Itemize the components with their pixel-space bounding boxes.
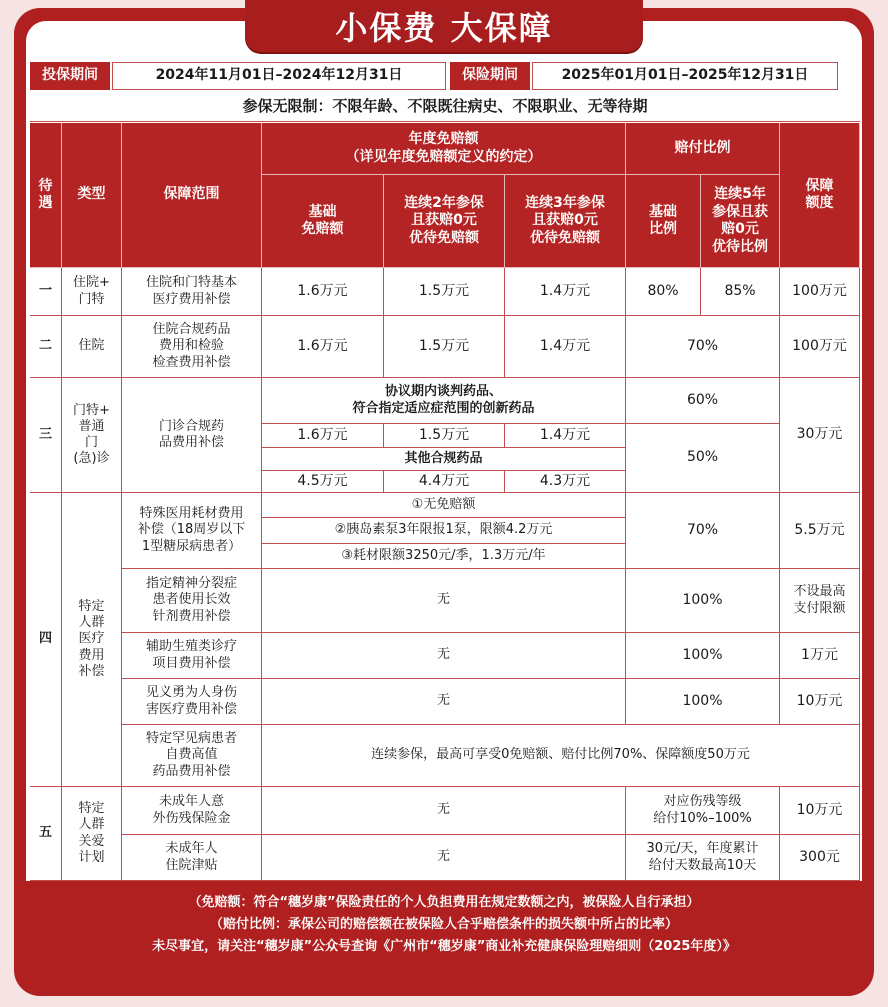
row2-deductible-2y: 1.5万元 bbox=[384, 316, 505, 378]
header-ratio-base: 基础 比例 bbox=[626, 175, 701, 268]
row4b-ratio: 100% bbox=[626, 569, 780, 633]
row3-sub-a-deductible-base: 1.6万元 bbox=[262, 424, 384, 448]
row4a-limit: 5.5万元 bbox=[780, 493, 860, 569]
row4c-limit: 1万元 bbox=[780, 633, 860, 679]
row3-sub-a-ratio: 60% bbox=[626, 378, 780, 424]
row1-type: 住院+ 门特 bbox=[62, 268, 122, 316]
header-deductible-group: 年度免赔额 （详见年度免赔额定义的约定） bbox=[262, 123, 626, 175]
header-deductible-3y: 连续3年参保 且获赔0元 优待免赔额 bbox=[505, 175, 626, 268]
row4b-limit: 不设最高 支付限额 bbox=[780, 569, 860, 633]
header-deductible-2y: 连续2年参保 且获赔0元 优待免赔额 bbox=[384, 175, 505, 268]
row3-sub-b-title: 其他合规药品 bbox=[262, 448, 626, 471]
row4b-scope: 指定精神分裂症 患者使用长效 针剂费用补偿 bbox=[122, 569, 262, 633]
row3-sub-a-deductible-2y: 1.5万元 bbox=[384, 424, 505, 448]
restriction-text: 参保无限制：不限年龄、不限既往病史、不限职业、无等待期 bbox=[30, 92, 860, 122]
row4a-ratio: 70% bbox=[626, 493, 780, 569]
row1-deductible-2y: 1.5万元 bbox=[384, 268, 505, 316]
row4e-scope: 特定罕见病患者 自费高值 药品费用补偿 bbox=[122, 725, 262, 787]
row4c-scope: 辅助生殖类诊疗 项目费用补偿 bbox=[122, 633, 262, 679]
row2-ratio: 70% bbox=[626, 316, 780, 378]
row5a-deductible: 无 bbox=[262, 787, 626, 835]
row1-deductible-base: 1.6万元 bbox=[262, 268, 384, 316]
footer-ratio-note: （赔付比例：承保公司的赔偿额在被保险人合乎赔偿条件的损失额中所占的比率） bbox=[209, 917, 678, 932]
row4a-scope: 特殊医用耗材费用 补偿（18周岁以下 1型糖尿病患者） bbox=[122, 493, 262, 569]
row1-limit: 100万元 bbox=[780, 268, 860, 316]
row2-deductible-3y: 1.4万元 bbox=[505, 316, 626, 378]
row1-ratio-base: 80% bbox=[626, 268, 701, 316]
row4d-limit: 10万元 bbox=[780, 679, 860, 725]
row4a-line3: ③耗材限额3250元/季，1.3万元/年 bbox=[262, 544, 626, 569]
row5a-ratio: 对应伤残等级 给付10%–100% bbox=[626, 787, 780, 835]
row5-type: 特定 人群 关爱 计划 bbox=[62, 787, 122, 881]
row4d-deductible: 无 bbox=[262, 679, 626, 725]
row3-scope: 门诊合规药 品费用补偿 bbox=[122, 378, 262, 493]
footer-deductible-note: （免赔额：符合“穗岁康”保险责任的个人负担费用在规定数额之内，被保险人自行承担） bbox=[188, 895, 700, 910]
row5-number: 五 bbox=[30, 787, 62, 881]
row3-sub-b-deductible-3y: 4.3万元 bbox=[505, 471, 626, 493]
row3-sub-a-deductible-3y: 1.4万元 bbox=[505, 424, 626, 448]
row4-number: 四 bbox=[30, 493, 62, 787]
footer-contact-note: 未尽事宜，请关注“穗岁康”公众号查询《广州市“穗岁康”商业补充健康保险理赔细则（2025年度）》 bbox=[152, 939, 736, 954]
row5b-ratio: 30元/天，年度累计 给付天数最高10天 bbox=[626, 835, 780, 881]
row3-number: 三 bbox=[30, 378, 62, 493]
row4b-deductible: 无 bbox=[262, 569, 626, 633]
row1-number: 一 bbox=[30, 268, 62, 316]
footer-notes bbox=[26, 892, 862, 958]
page-title: 小保费 大保障 bbox=[245, 0, 643, 52]
row3-sub-b-deductible-base: 4.5万元 bbox=[262, 471, 384, 493]
row4a-line1: ①无免赔额 bbox=[262, 493, 626, 518]
insure-period-value: 2024年11月01日–2024年12月31日 bbox=[112, 62, 446, 90]
row4c-deductible: 无 bbox=[262, 633, 626, 679]
row4a-line2: ②胰岛素泵3年限报1泵，限额4.2万元 bbox=[262, 518, 626, 544]
header-deductible-base: 基础 免赔额 bbox=[262, 175, 384, 268]
row3-limit: 30万元 bbox=[780, 378, 860, 493]
row4d-ratio: 100% bbox=[626, 679, 780, 725]
header-ratio-5y: 连续5年 参保且获 赔0元 优待比例 bbox=[701, 175, 780, 268]
row3-type: 门特+ 普通 门 (急)诊 bbox=[62, 378, 122, 493]
insure-period-label: 投保期间 bbox=[30, 62, 110, 90]
row3-sub-b-deductible-2y: 4.4万元 bbox=[384, 471, 505, 493]
row3-sub-a-title: 协议期内谈判药品、 符合指定适应症范围的创新药品 bbox=[262, 378, 626, 424]
row5b-scope: 未成年人 住院津贴 bbox=[122, 835, 262, 881]
row1-deductible-3y: 1.4万元 bbox=[505, 268, 626, 316]
row4-type: 特定 人群 医疗 费用 补偿 bbox=[62, 493, 122, 787]
row4c-ratio: 100% bbox=[626, 633, 780, 679]
row5b-deductible: 无 bbox=[262, 835, 626, 881]
header-scope: 保障范围 bbox=[122, 123, 262, 268]
row1-scope: 住院和门特基本 医疗费用补偿 bbox=[122, 268, 262, 316]
header-ratio-group: 赔付比例 bbox=[626, 123, 780, 175]
row2-limit: 100万元 bbox=[780, 316, 860, 378]
header-limit: 保障 额度 bbox=[780, 123, 860, 268]
coverage-period-label: 保险期间 bbox=[450, 62, 530, 90]
header-type: 类型 bbox=[62, 123, 122, 268]
row1-ratio-5y: 85% bbox=[701, 268, 780, 316]
row5a-limit: 10万元 bbox=[780, 787, 860, 835]
row5a-scope: 未成年人意 外伤残保险金 bbox=[122, 787, 262, 835]
row4d-scope: 见义勇为人身伤 害医疗费用补偿 bbox=[122, 679, 262, 725]
row2-deductible-base: 1.6万元 bbox=[262, 316, 384, 378]
row4e-text: 连续参保，最高可享受0免赔额、赔付比例70%、保障额度50万元 bbox=[262, 725, 860, 787]
row2-scope: 住院合规药品 费用和检验 检查费用补偿 bbox=[122, 316, 262, 378]
row2-type: 住院 bbox=[62, 316, 122, 378]
header-treatment: 待遇 bbox=[30, 123, 62, 268]
coverage-period-value: 2025年01月01日–2025年12月31日 bbox=[532, 62, 838, 90]
row2-number: 二 bbox=[30, 316, 62, 378]
row5b-limit: 300元 bbox=[780, 835, 860, 881]
row3-sub-b-ratio: 50% bbox=[626, 424, 780, 493]
